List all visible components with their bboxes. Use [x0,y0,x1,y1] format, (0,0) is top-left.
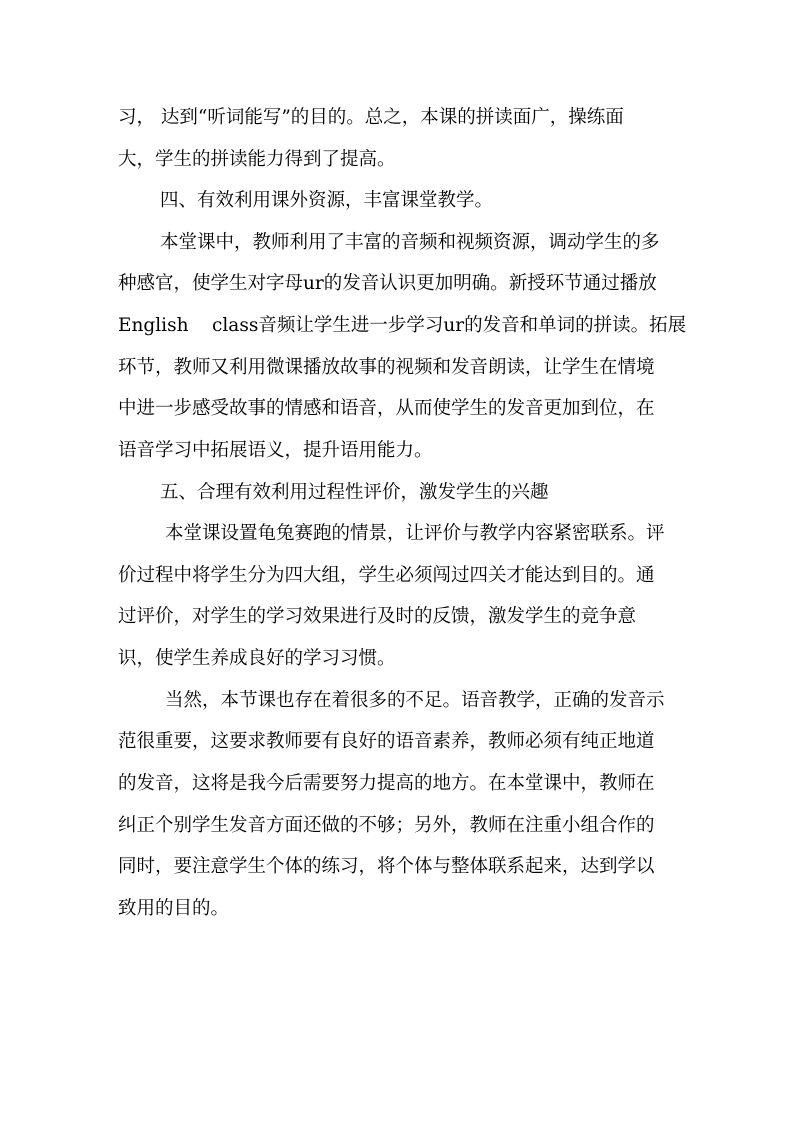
text-line: 当然，本节课也存在着很多的不足。语音教学，正确的发音示 [165,690,665,711]
text-line: 语音学习中拓展语义，提升语用能力。 [118,440,433,461]
text-line: 环节，教师又利用微课播放故事的视频和发音朗读，让学生在情境 [118,357,655,378]
text-line: 致用的目的。 [118,898,230,919]
text-line: 价过程中将学生分为四大组，学生必须闯过四关才能达到目的。通 [118,565,655,586]
text-line: 同时，要注意学生个体的练习，将个体与整体联系起来，达到学以 [118,856,655,877]
text-line: 中进一步感受故事的情感和语音，从而使学生的发音更加到位，在 [118,398,655,419]
text-line: 种感官，使学生对字母ur的发音认识更加明确。新授环节通过播放 [118,273,657,294]
text-line: 本堂课设置龟兔赛跑的情景，让评价与教学内容紧密联系。评 [165,523,665,544]
text-line: 识，使学生养成良好的学习习惯。 [118,648,396,669]
section-heading: 四、有效利用课外资源，丰富课堂教学。 [160,190,494,211]
text-line: 大，学生的拼读能力得到了提高。 [118,149,396,170]
text-line: 本堂课中，教师利用了丰富的音频和视频资源，调动学生的多 [160,232,660,253]
text-line: 的发音，这将是我今后需要努力提高的地方。在本堂课中，教师在 [118,773,655,794]
section-heading: 五、合理有效利用过程性评价，激发学生的兴趣 [160,482,549,503]
text-line: English class音频让学生进一步学习ur的发音和单词的拼读。拓展 [118,315,687,336]
text-line: 纠正个别学生发音方面还做的不够；另外，教师在注重小组合作的 [118,815,655,836]
text-line: 习， 达到“听词能写”的目的。总之，本课的拼读面广，操练面 [118,107,624,128]
text-line: 过评价，对学生的学习效果进行及时的反馈，激发学生的竞争意 [118,606,637,627]
text-line: 范很重要，这要求教师要有良好的语音素养，教师必须有纯正地道 [118,731,655,752]
